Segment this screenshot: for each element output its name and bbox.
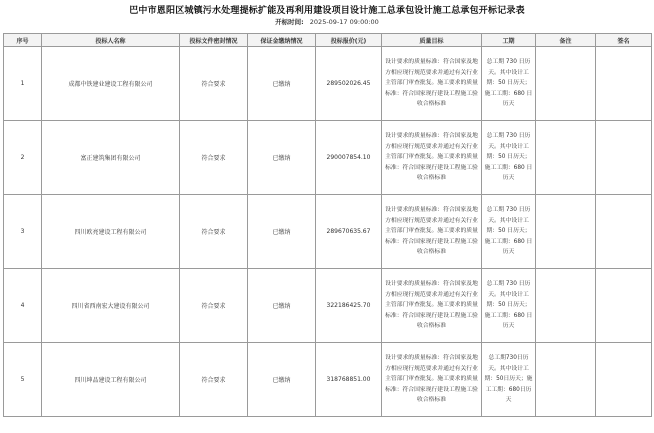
cell-deposit: 已缴纳	[248, 121, 316, 195]
header-remark: 备注	[536, 34, 596, 47]
header-no: 序号	[4, 34, 42, 47]
header-bidder-name: 投标人名称	[42, 34, 180, 47]
bid-record-table	[3, 33, 652, 417]
cell-signature	[596, 269, 652, 343]
cell-price: 289502026.45	[316, 47, 382, 121]
cell-signature	[596, 47, 652, 121]
page-title: 巴中市恩阳区城镇污水处理提标扩能及再利用建设项目设计施工总承包设计施工总承包开标记录表	[129, 6, 525, 16]
header-period: 工期	[482, 34, 536, 47]
cell-price: 318768851.00	[316, 343, 382, 417]
cell-no: 3	[4, 195, 42, 269]
cell-bidder-name: 四川省西南宏大建设有限公司	[42, 269, 180, 343]
table-row	[4, 269, 652, 343]
cell-period: 总工期 730 日历天。其中设计工期：50 日历天；施工工期：680 日历天	[482, 121, 536, 195]
header-quality: 质量目标	[382, 34, 482, 47]
cell-no: 4	[4, 269, 42, 343]
header-deposit: 保证金缴纳情况	[248, 34, 316, 47]
open-time-label: 开标时间:	[275, 18, 304, 26]
cell-deposit: 已缴纳	[248, 195, 316, 269]
cell-deposit: 已缴纳	[248, 269, 316, 343]
cell-seal: 符合要求	[180, 269, 248, 343]
cell-signature	[596, 121, 652, 195]
cell-remark	[536, 195, 596, 269]
cell-remark	[536, 343, 596, 417]
cell-no: 2	[4, 121, 42, 195]
open-time	[0, 17, 654, 26]
cell-no: 5	[4, 343, 42, 417]
header-signature: 签名	[596, 34, 652, 47]
cell-signature	[596, 195, 652, 269]
cell-deposit: 已缴纳	[248, 47, 316, 121]
cell-bidder-name: 富正建筑集团有限公司	[42, 121, 180, 195]
cell-quality: 设计要求的质量标准：符合国家及地方相应现行规范要求并通过有关行业主管部门审查批复。施工要求的质量标准：符合国家现行建设工程施工验收合格标准	[382, 343, 482, 417]
cell-period: 总工期 730 日历天。其中设计工期：50 日历天；施工工期：680 日历天	[482, 269, 536, 343]
table-row	[4, 47, 652, 121]
table-row	[4, 121, 652, 195]
cell-seal: 符合要求	[180, 47, 248, 121]
table-row	[4, 195, 652, 269]
cell-remark	[536, 47, 596, 121]
header-price: 投标报价(元)	[316, 34, 382, 47]
header-seal: 投标文件密封情况	[180, 34, 248, 47]
cell-bidder-name: 四川欧亮建设工程有限公司	[42, 195, 180, 269]
cell-price: 290007854.10	[316, 121, 382, 195]
cell-seal: 符合要求	[180, 343, 248, 417]
cell-seal: 符合要求	[180, 195, 248, 269]
cell-period: 总工期 730 日历天。其中设计工期：50 日历天；施工工期：680 日历天	[482, 47, 536, 121]
cell-bidder-name: 成都中铁建业建设工程有限公司	[42, 47, 180, 121]
table-header-row	[4, 34, 652, 47]
cell-price: 322186425.70	[316, 269, 382, 343]
cell-quality: 设计要求的质量标准：符合国家及地方相应现行规范要求并通过有关行业主管部门审查批复。施工要求的质量标准：符合国家现行建设工程施工验收合格标准	[382, 195, 482, 269]
cell-signature	[596, 343, 652, 417]
cell-price: 289670635.67	[316, 195, 382, 269]
cell-period: 总工期730日历天。其中设计工期：50日历天；施工工期：680日历天	[482, 343, 536, 417]
cell-remark	[536, 121, 596, 195]
cell-bidder-name: 四川坤品建设工程有限公司	[42, 343, 180, 417]
cell-deposit: 已缴纳	[248, 343, 316, 417]
cell-seal: 符合要求	[180, 121, 248, 195]
cell-period: 总工期 730 日历天。其中设计工期：50 日历天；施工工期：680 日历天	[482, 195, 536, 269]
open-time-value: 2025-09-17 09:00:00	[309, 18, 379, 26]
cell-quality: 设计要求的质量标准：符合国家及地方相应现行规范要求并通过有关行业主管部门审查批复。施工要求的质量标准：符合国家现行建设工程施工验收合格标准	[382, 121, 482, 195]
cell-no: 1	[4, 47, 42, 121]
table-row	[4, 343, 652, 417]
cell-quality: 设计要求的质量标准：符合国家及地方相应现行规范要求并通过有关行业主管部门审查批复。施工要求的质量标准：符合国家现行建设工程施工验收合格标准	[382, 47, 482, 121]
cell-quality: 设计要求的质量标准：符合国家及地方相应现行规范要求并通过有关行业主管部门审查批复。施工要求的质量标准：符合国家现行建设工程施工验收合格标准	[382, 269, 482, 343]
cell-remark	[536, 269, 596, 343]
